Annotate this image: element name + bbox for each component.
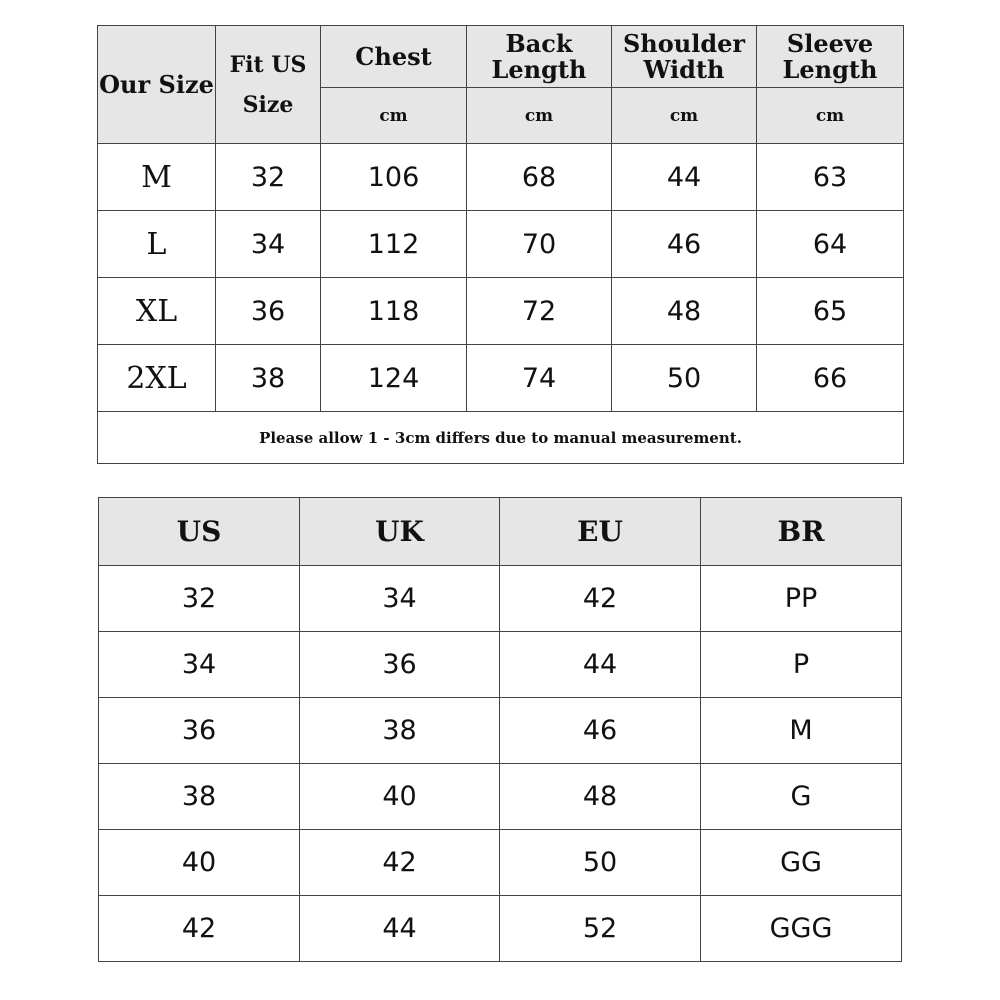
us-size-cell: 32 xyxy=(216,144,321,211)
size-cell: M xyxy=(98,144,216,211)
size-chart-table xyxy=(97,25,904,464)
header-fit-us-line2: Size xyxy=(242,91,294,118)
eu-cell: 46 xyxy=(500,698,701,764)
back-length-cell: 68 xyxy=(467,144,612,211)
eu-cell: 42 xyxy=(500,566,701,632)
us-cell: 32 xyxy=(99,566,300,632)
table-row xyxy=(98,144,904,211)
us-size-cell: 38 xyxy=(216,345,321,412)
header-chest: Chest xyxy=(321,26,467,88)
br-cell: G xyxy=(701,764,902,830)
table-row xyxy=(99,764,902,830)
table-row xyxy=(99,632,902,698)
br-cell: GG xyxy=(701,830,902,896)
header-back-line2: Length xyxy=(491,54,587,84)
sleeve-length-cell: 63 xyxy=(757,144,904,211)
eu-cell: 48 xyxy=(500,764,701,830)
us-cell: 36 xyxy=(99,698,300,764)
header-fit-us-size xyxy=(216,26,321,144)
us-cell: 40 xyxy=(99,830,300,896)
table-row xyxy=(99,830,902,896)
header-fit-us-line1: Fit US xyxy=(229,51,307,78)
us-cell: 42 xyxy=(99,896,300,962)
uk-cell: 44 xyxy=(300,896,500,962)
back-length-cell: 72 xyxy=(467,278,612,345)
br-cell: GGG xyxy=(701,896,902,962)
header-sleeve-length xyxy=(757,26,904,88)
eu-cell: 44 xyxy=(500,632,701,698)
chest-cell: 118 xyxy=(321,278,467,345)
header-br: BR xyxy=(701,498,902,566)
br-cell: P xyxy=(701,632,902,698)
uk-cell: 36 xyxy=(300,632,500,698)
br-cell: PP xyxy=(701,566,902,632)
header-shoulder-line2: Width xyxy=(643,54,725,84)
size-conversion-table xyxy=(98,497,902,962)
unit-shoulder-width: cm xyxy=(612,88,757,144)
size-cell: L xyxy=(98,211,216,278)
header-shoulder-line1: Shoulder xyxy=(622,28,746,58)
shoulder-width-cell: 48 xyxy=(612,278,757,345)
shoulder-width-cell: 50 xyxy=(612,345,757,412)
header-eu: EU xyxy=(500,498,701,566)
back-length-cell: 74 xyxy=(467,345,612,412)
br-cell: M xyxy=(701,698,902,764)
size-cell: XL xyxy=(98,278,216,345)
eu-cell: 50 xyxy=(500,830,701,896)
us-size-cell: 34 xyxy=(216,211,321,278)
uk-cell: 40 xyxy=(300,764,500,830)
table-row xyxy=(99,566,902,632)
shoulder-width-cell: 44 xyxy=(612,144,757,211)
back-length-cell: 70 xyxy=(467,211,612,278)
sleeve-length-cell: 65 xyxy=(757,278,904,345)
uk-cell: 34 xyxy=(300,566,500,632)
table-row xyxy=(99,896,902,962)
header-back-line1: Back xyxy=(505,28,573,58)
header-our-size: Our Size xyxy=(98,26,216,144)
uk-cell: 42 xyxy=(300,830,500,896)
sleeve-length-cell: 64 xyxy=(757,211,904,278)
sleeve-length-cell: 66 xyxy=(757,345,904,412)
header-sleeve-line2: Length xyxy=(782,54,878,84)
unit-chest: cm xyxy=(321,88,467,144)
us-size-cell: 36 xyxy=(216,278,321,345)
chest-cell: 106 xyxy=(321,144,467,211)
unit-sleeve-length: cm xyxy=(757,88,904,144)
us-cell: 38 xyxy=(99,764,300,830)
header-sleeve-line1: Sleeve xyxy=(786,28,874,58)
unit-back-length: cm xyxy=(467,88,612,144)
size-cell: 2XL xyxy=(98,345,216,412)
header-uk: UK xyxy=(300,498,500,566)
header-shoulder-width xyxy=(612,26,757,88)
us-cell: 34 xyxy=(99,632,300,698)
chest-cell: 112 xyxy=(321,211,467,278)
header-back-length xyxy=(467,26,612,88)
table-row xyxy=(99,698,902,764)
measurement-note: Please allow 1 - 3cm differs due to manual measurement. xyxy=(98,412,904,464)
chest-cell: 124 xyxy=(321,345,467,412)
shoulder-width-cell: 46 xyxy=(612,211,757,278)
header-us: US xyxy=(99,498,300,566)
eu-cell: 52 xyxy=(500,896,701,962)
table-row xyxy=(98,345,904,412)
table-row xyxy=(98,278,904,345)
table-row xyxy=(98,211,904,278)
uk-cell: 38 xyxy=(300,698,500,764)
